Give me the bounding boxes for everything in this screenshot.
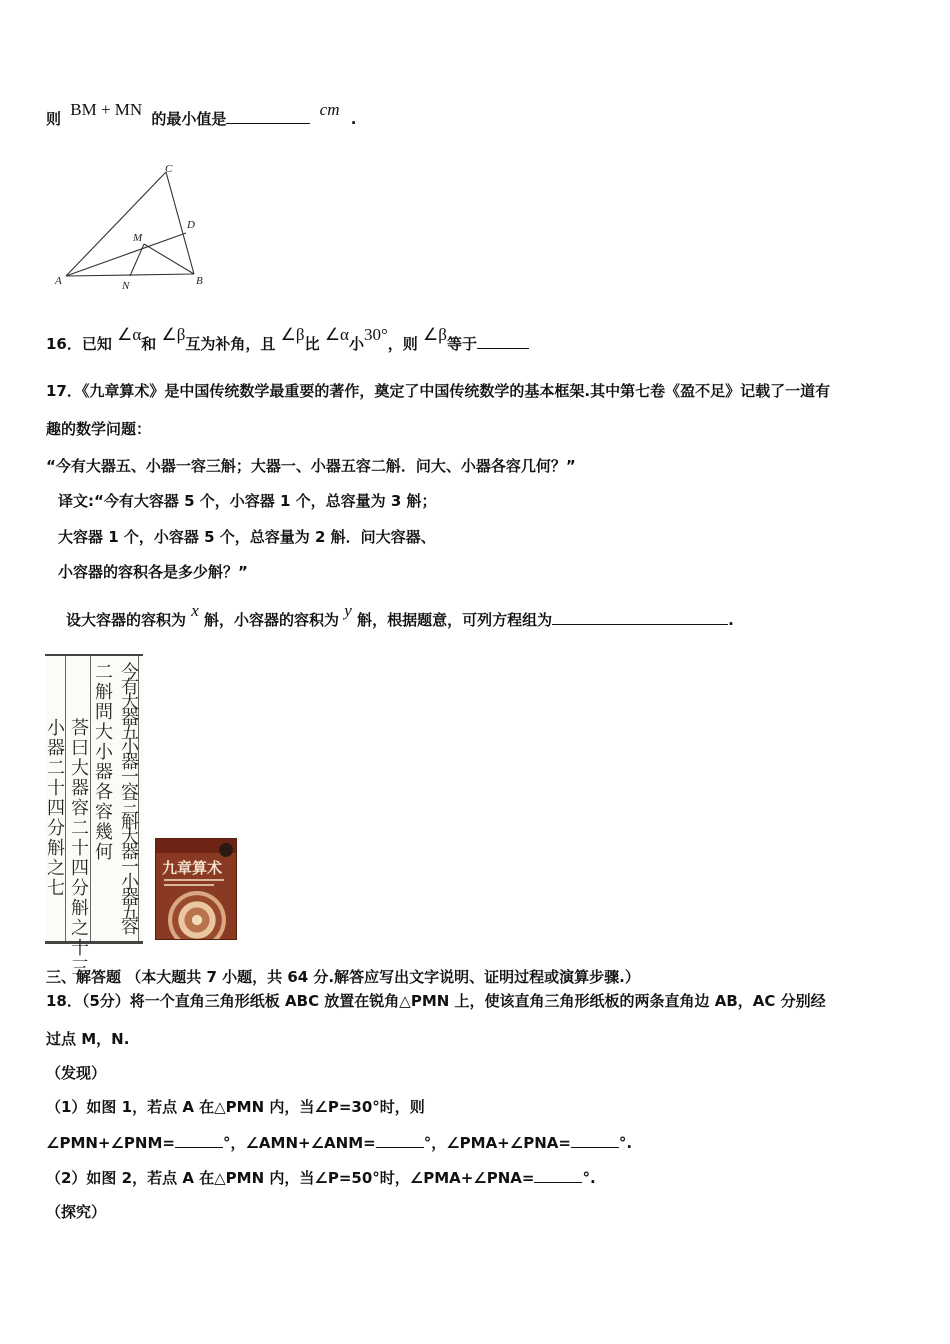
q18-explore: （探究） bbox=[46, 1203, 107, 1221]
book-cover-subtitle-rule bbox=[164, 879, 224, 881]
q18-line-2: 过点 M，N. bbox=[46, 1030, 130, 1048]
book-cover-title: 九章算术 bbox=[162, 859, 223, 877]
q16-text-3: 互为补角，且 bbox=[185, 335, 276, 353]
label-d: D bbox=[187, 219, 195, 231]
q15-prefix: 则 bbox=[46, 110, 62, 128]
column-divider bbox=[65, 656, 66, 941]
q16-text-4: 比 bbox=[304, 335, 320, 353]
q15-expression: BM + MN bbox=[70, 100, 143, 119]
book-cover-ornament bbox=[168, 891, 226, 940]
book-cover-subtitle-rule bbox=[164, 884, 214, 886]
q18-discover: （发现） bbox=[46, 1064, 107, 1082]
q15-line bbox=[46, 100, 357, 129]
book-cover-badge bbox=[219, 843, 233, 857]
ancient-text-image bbox=[44, 654, 143, 978]
q16-line bbox=[46, 325, 529, 354]
q17-line-2: 趣的数学问题： bbox=[46, 420, 152, 438]
label-n: N bbox=[122, 280, 130, 292]
q16-beta: ∠β bbox=[161, 325, 186, 344]
q16-text-2: 和 bbox=[141, 335, 157, 353]
q17-line-7 bbox=[66, 601, 734, 630]
q18-eq-a: ∠PMN+∠PNM= bbox=[46, 1134, 175, 1152]
ancient-col-2: 二斛問大小器各容幾何 bbox=[92, 662, 113, 862]
q16-answer-blank[interactable] bbox=[477, 348, 529, 349]
column-divider bbox=[90, 656, 91, 941]
q17-var-x: x bbox=[191, 601, 199, 620]
q18-eq-c: °，∠PMA+∠PNA= bbox=[423, 1134, 571, 1152]
q17-line-7-end: . bbox=[728, 611, 734, 629]
q17-line-7b: 斛，小容器的容积为 bbox=[204, 611, 340, 629]
q16-text-7: 等于 bbox=[446, 335, 477, 353]
book-cover-image bbox=[155, 838, 237, 940]
ancient-col-3: 荅曰大器容二十四分斛之十三 bbox=[68, 718, 89, 978]
q17-line-7a: 设大容器的容积为 bbox=[66, 611, 187, 629]
q17-line-3: “今有大器五、小器一容三斛；大器一、小器五容二斛．问大、小器各容几何？” bbox=[46, 457, 576, 475]
q18-part-1: （1）如图 1，若点 A 在△PMN 内，当∠P=30°时，则 bbox=[46, 1098, 425, 1116]
q17-line-1: 17．《九章算术》是中国传统数学最重要的著作，奠定了中国传统数学的基本框架.其中第七卷《盈不足》记载了一道有 bbox=[46, 382, 831, 400]
q16-text-6: ，则 bbox=[387, 335, 418, 353]
ancient-col-1: 今有大器五小器一容三斛大器一小器五容 bbox=[118, 662, 139, 932]
q17-line-7c: 斛，根据题意，可列方程组为 bbox=[357, 611, 553, 629]
q18-eq-d: °. bbox=[618, 1134, 633, 1152]
q18-line-1: 18．（5分）将一个直角三角形纸板 ABC 放置在锐角△PMN 上，使该直角三角形纸板的两条直角边 AB，AC 分别经 bbox=[46, 992, 826, 1010]
q18-part-1-equations bbox=[46, 1132, 632, 1153]
label-c: C bbox=[165, 163, 173, 175]
q16-beta-2: ∠β bbox=[280, 325, 305, 344]
triangle-figure bbox=[50, 160, 220, 295]
q18-part-2-end: °. bbox=[582, 1169, 596, 1187]
q17-line-6: 小容器的容积各是多少斛？” bbox=[58, 563, 248, 581]
q16-alpha: ∠α bbox=[117, 325, 142, 344]
q18-part-2 bbox=[46, 1167, 596, 1188]
q17-line-5: 大容器 1 个，小容器 5 个，总容量为 2 斛．问大容器、 bbox=[58, 528, 436, 546]
q18-blank-4[interactable] bbox=[534, 1182, 582, 1183]
segment-mn bbox=[130, 244, 144, 276]
q15-unit: cm bbox=[319, 100, 340, 119]
q15-middle: 的最小值是 bbox=[151, 110, 227, 128]
q18-blank-1[interactable] bbox=[175, 1147, 223, 1148]
section-3-heading: 三、解答题 （本大题共 7 小题，共 64 分.解答应写出文字说明、证明过程或演算步骤.） bbox=[46, 968, 640, 986]
q16-beta-3: ∠β bbox=[423, 325, 447, 344]
label-b: B bbox=[196, 275, 203, 287]
q16-alpha-2: ∠α bbox=[324, 325, 349, 344]
q17-line-4: 译文:“今有大容器 5 个，小容器 1 个，总容量为 3 斛； bbox=[58, 492, 437, 510]
label-a: A bbox=[55, 275, 62, 287]
q17-var-y: y bbox=[344, 601, 352, 620]
q16-degree: 30° bbox=[363, 325, 388, 344]
q17-answer-blank[interactable] bbox=[552, 624, 728, 625]
q16-number: 16． bbox=[46, 335, 82, 353]
q18-blank-3[interactable] bbox=[571, 1147, 619, 1148]
q18-eq-b: °，∠AMN+∠ANM= bbox=[222, 1134, 376, 1152]
q15-answer-blank[interactable] bbox=[226, 123, 310, 124]
q18-blank-2[interactable] bbox=[376, 1147, 424, 1148]
q16-text-1: 已知 bbox=[81, 335, 112, 353]
ancient-col-4: 小器二十四分斛之七 bbox=[44, 718, 65, 898]
segment-ac bbox=[66, 172, 166, 276]
q18-part-2-text: （2）如图 2，若点 A 在△PMN 内，当∠P=50°时，∠PMA+∠PNA= bbox=[46, 1169, 535, 1187]
q16-text-5: 小 bbox=[348, 335, 364, 353]
segment-ad bbox=[66, 233, 186, 276]
q15-end: . bbox=[350, 110, 357, 128]
label-m: M bbox=[133, 232, 143, 244]
